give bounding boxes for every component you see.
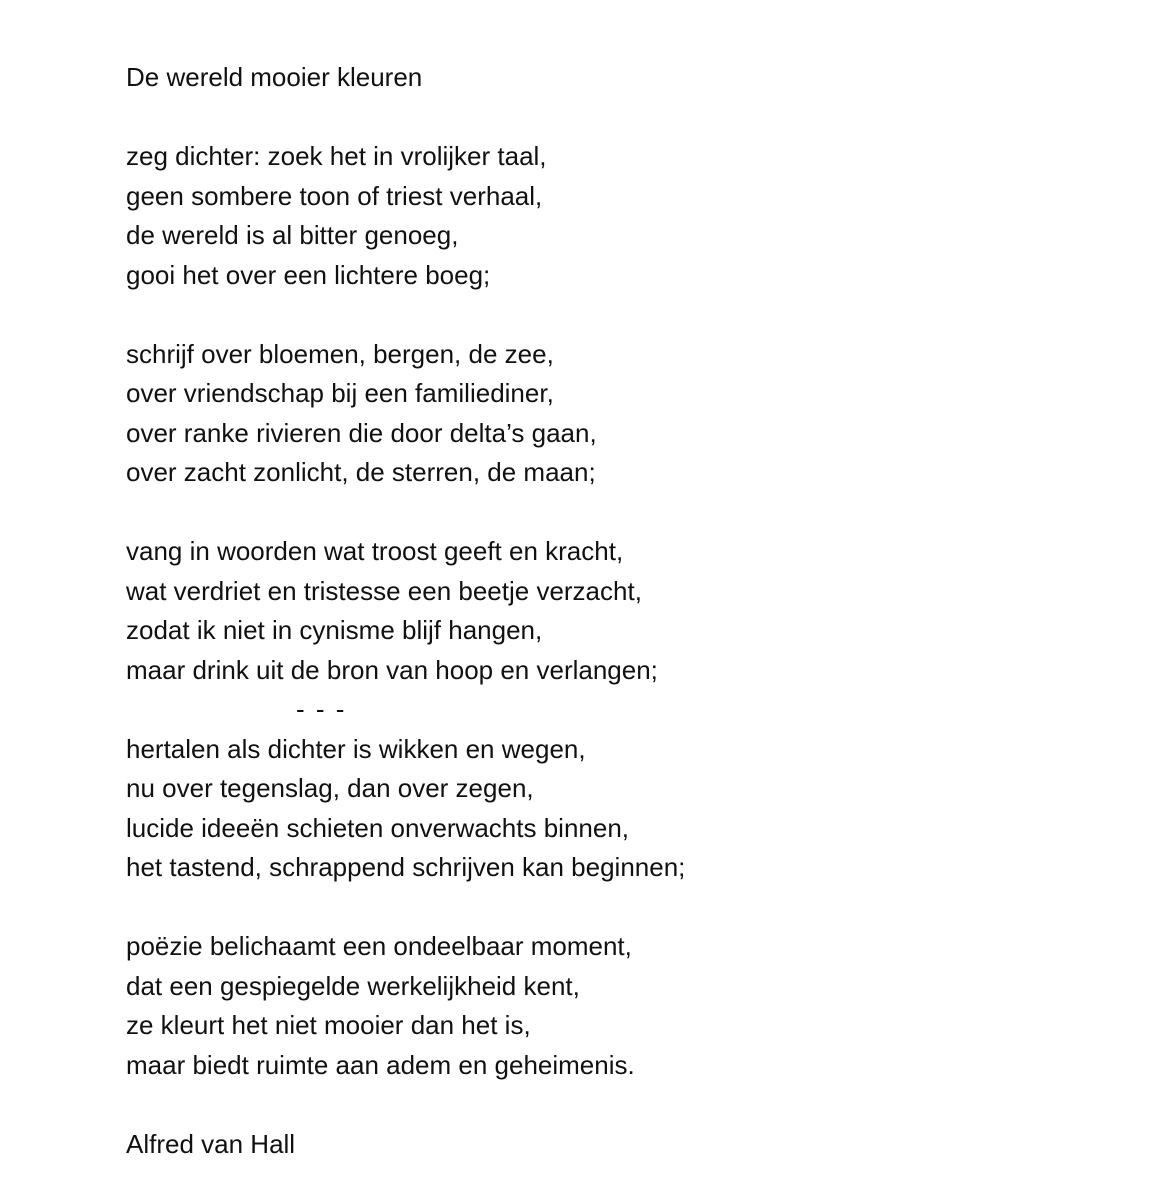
poem-line: maar drink uit de bron van hoop en verlangen; (126, 654, 658, 685)
poem-line: poëzie belichaamt een ondeelbaar moment, (126, 931, 632, 961)
poem-line: zodat ik niet in cynisme blijf hangen, (126, 615, 543, 645)
section-divider: - - - (296, 694, 347, 724)
poem-line: over vriendschap bij een familiediner, (126, 378, 554, 408)
stanza-2 (126, 335, 1026, 493)
poem-line: zeg dichter: zoek het in vrolijker taal, (126, 141, 547, 171)
poem-line: het tastend, schrappend schrijven kan beginnen; (126, 852, 686, 882)
stanza-gap (126, 98, 1026, 138)
poem-line: geen sombere toon of triest verhaal, (126, 180, 543, 211)
stanza-3 (126, 532, 1026, 690)
stanza-1 (126, 137, 1026, 295)
stanza-5 (126, 927, 1026, 1085)
poem-line: dat een gespiegelde werkelijkheid kent, (126, 970, 580, 1001)
poem-line: over ranke rivieren die door delta’s gaan, (126, 417, 597, 448)
poem-line: over zacht zonlicht, de sterren, de maan; (126, 457, 596, 487)
poem-title: De wereld mooier kleuren (126, 62, 423, 92)
poem-line: hertalen als dichter is wikken en wegen, (126, 733, 586, 764)
poem-page (126, 58, 1026, 1164)
poem-line: nu over tegenslag, dan over zegen, (126, 773, 534, 803)
poem-author: Alfred van Hall (126, 1128, 296, 1159)
stanza-gap (126, 295, 1026, 335)
poem-line: maar biedt ruimte aan adem en geheimenis. (126, 1049, 635, 1080)
stanza-gap (126, 1085, 1026, 1125)
stanza-gap (126, 888, 1026, 928)
poem-line: lucide ideeën schieten onverwachts binnen, (126, 812, 630, 843)
poem-line: de wereld is al bitter genoeg, (126, 220, 459, 250)
poem-line: vang in woorden wat troost geeft en kracht, (126, 536, 624, 566)
poem-line: wat verdriet en tristesse een beetje verzacht, (126, 575, 642, 606)
stanza-gap (126, 493, 1026, 533)
poem-line: gooi het over een lichtere boeg; (126, 259, 491, 290)
stanza-4 (126, 730, 1026, 888)
poem-line: schrijf over bloemen, bergen, de zee, (126, 338, 554, 369)
poem-line: ze kleurt het niet mooier dan het is, (126, 1010, 531, 1040)
